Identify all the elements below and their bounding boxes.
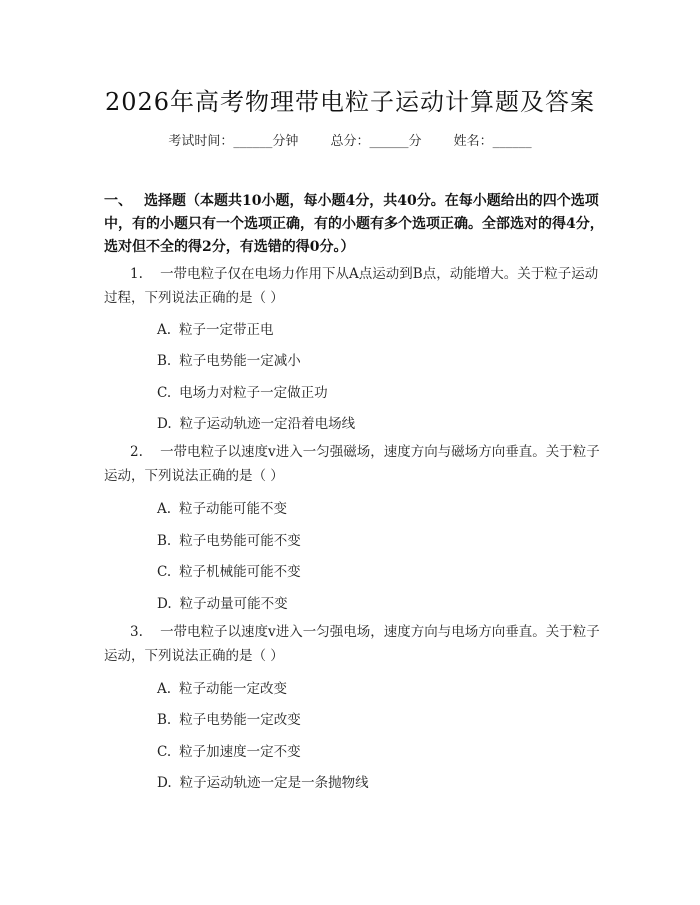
option-text: 粒子电势能一定减小 [179,353,301,369]
question-2 [104,440,604,488]
question-2-option-b [157,529,301,549]
question-1-option-b [157,349,301,369]
option-text: 粒子加速度一定不变 [179,744,301,760]
option-text: 粒子一定带正电 [179,322,274,338]
question-text: 一带电粒子以速度v进入一匀强电场，速度方向与电场方向垂直。关于粒子运动，下列说法正确的是（ ） [104,624,600,664]
option-letter: D. [157,416,172,432]
question-2-option-d [157,592,288,612]
section-heading [104,190,604,259]
question-number: 2. [130,444,143,460]
question-3-option-a [157,677,287,697]
question-stem [104,620,604,668]
option-text: 粒子机械能可能不变 [179,564,301,580]
question-1-option-a [157,318,274,338]
exam-total-score: 总分：______分 [330,134,422,149]
question-stem [104,262,604,310]
question-text: 一带电粒子以速度v进入一匀强磁场，速度方向与磁场方向垂直。关于粒子运动，下列说法正确的是（ ） [104,444,600,484]
question-1-option-d [157,412,355,432]
question-1-option-c [157,381,328,401]
question-2-option-a [157,497,287,517]
option-text: 粒子动能可能不变 [179,501,288,517]
option-text: 粒子动能一定改变 [179,681,288,697]
option-letter: C. [157,744,172,760]
question-3-option-d [157,771,369,791]
question-1 [104,262,604,310]
option-letter: A. [157,501,172,517]
exam-time: 考试时间：______分钟 [168,134,299,149]
option-text: 粒子运动轨迹一定沿着电场线 [179,416,356,432]
option-letter: C. [157,385,172,401]
question-3 [104,620,604,668]
option-text: 粒子电势能可能不变 [179,533,301,549]
section-number: 一、 [104,193,132,209]
question-3-option-b [157,708,301,728]
exam-meta [0,130,700,149]
option-text: 粒子动量可能不变 [179,596,288,612]
question-3-option-c [157,740,301,760]
question-text: 一带电粒子仅在电场力作用下从A点运动到B点，动能增大。关于粒子运动过程，下列说法正确的是（ ） [104,266,599,306]
option-letter: D. [157,775,172,791]
option-letter: C. [157,564,172,580]
page-title: 2026年高考物理带电粒子运动计算题及答案 [104,88,596,116]
exam-student-name: 姓名：______ [453,134,532,149]
option-letter: D. [157,596,172,612]
option-text: 粒子电势能一定改变 [179,712,301,728]
option-letter: B. [157,533,172,549]
option-letter: A. [157,322,172,338]
question-number: 3. [130,624,143,640]
option-text: 粒子运动轨迹一定是一条抛物线 [179,775,369,791]
question-2-option-c [157,560,301,580]
section-instructions: 选择题（本题共10小题，每小题4分，共40分。在每小题给出的四个选项中，有的小题只有一个选项正确，有的小题有多个选项正确。全部选对的得4分，选对但不全的得2分，有选错的得0分。） [104,193,604,255]
option-text: 电场力对粒子一定做正功 [179,385,328,401]
option-letter: A. [157,681,172,697]
question-number: 1. [130,266,143,282]
option-letter: B. [157,712,172,728]
question-stem [104,440,604,488]
option-letter: B. [157,353,172,369]
